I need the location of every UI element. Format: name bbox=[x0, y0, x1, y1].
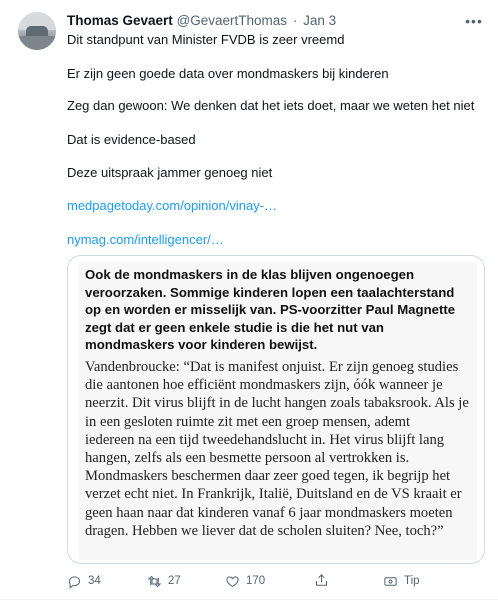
retweet-count: 27 bbox=[168, 575, 181, 587]
retweet-button[interactable] bbox=[147, 572, 181, 590]
retweet-icon bbox=[147, 574, 162, 589]
article-body-line: dragen. Hebben we liever dat de scholen sluiten? Nee, toch?” bbox=[85, 522, 444, 539]
article-body-line: in een gesloten ruimte zit met een groep mensen, ademt bbox=[85, 413, 411, 430]
like-button[interactable] bbox=[225, 572, 265, 590]
tweet-text-line: Deze uitspraak jammer genoeg niet bbox=[67, 165, 273, 180]
article-body-line: hangen, zelfs als een besmette persoon al vertrokken is. bbox=[85, 449, 410, 466]
action-bar bbox=[67, 572, 487, 590]
article-body-line: Vandenbroucke: “Dat is manifest onjuist. Er zijn genoeg studies bbox=[85, 359, 459, 375]
avatar-tree bbox=[26, 26, 48, 36]
avatar-ground bbox=[18, 36, 56, 50]
article-body-line: verzet echt niet. In Frankrijk, Italië, Duitsland en de VS kraait er bbox=[85, 486, 462, 503]
article-lead-line: mondmaskers voor kinderen bewijst. bbox=[85, 337, 318, 353]
article-lead-line: zegt dat er geen enkele studie is die het nut van bbox=[85, 319, 384, 335]
tweet-text-line: Zeg dan gewoon: We denken dat het iets doet, maar we weten het niet bbox=[67, 98, 475, 113]
tip-button[interactable] bbox=[383, 572, 420, 590]
tweet-link[interactable]: nymag.com/intelligencer/… bbox=[67, 232, 224, 247]
article-body-line: neerzit. Dit virus blijft in de lucht hangen zoals tabaksrook. Als je bbox=[85, 395, 469, 412]
share-icon bbox=[314, 573, 329, 588]
tip-icon bbox=[383, 574, 398, 589]
heart-icon bbox=[225, 574, 240, 589]
article-lead-line: op en worden er misselijk van. PS-voorzitter Paul Magnette bbox=[85, 302, 456, 318]
article-body-line: iedereen na een tijd tweedehandslucht in. Het virus blijft lang bbox=[85, 431, 445, 448]
tweet-text-line: Dit standpunt van Minister FVDB is zeer vreemd bbox=[67, 32, 345, 47]
article-lead-line: veroorzaken. Sommige kinderen lopen een taalachterstand bbox=[85, 284, 455, 300]
article-body-line: die aantonen hoe efficiënt mondmaskers zijn, óók wanneer je bbox=[85, 377, 443, 394]
tip-label: Tip bbox=[404, 575, 420, 587]
reply-icon bbox=[67, 574, 82, 589]
avatar[interactable] bbox=[18, 12, 56, 50]
separator: · bbox=[292, 13, 298, 28]
quoted-image[interactable] bbox=[67, 255, 485, 564]
tweet-header bbox=[67, 12, 336, 30]
article-body bbox=[85, 358, 477, 540]
tweet-text-line: Er zijn geen goede data over mondmaskers bij kinderen bbox=[67, 66, 389, 81]
article-lead-line: Ook de mondmaskers in de klas blijven ongenoegen bbox=[85, 267, 415, 282]
article-lead bbox=[85, 266, 475, 354]
article-body-line: Mondmaskers beschermen daar zeer goed tegen, ik begrijp het bbox=[85, 468, 451, 485]
tweet-date[interactable]: Jan 3 bbox=[303, 13, 337, 28]
more-icon[interactable]: ••• bbox=[465, 13, 483, 29]
author-handle[interactable]: @GevaertThomas bbox=[176, 13, 288, 28]
share-button[interactable] bbox=[314, 572, 329, 590]
article-excerpt bbox=[79, 262, 477, 560]
like-count: 170 bbox=[246, 575, 266, 587]
author-name[interactable]: Thomas Gevaert bbox=[67, 13, 173, 28]
reply-count: 34 bbox=[88, 575, 101, 587]
tweet-text-line: Dat is evidence-based bbox=[67, 132, 196, 147]
tweet-link[interactable]: medpagetoday.com/opinion/vinay-… bbox=[67, 198, 278, 213]
article-body-line: geen haan naar dat kinderen vanaf 6 jaar mondmaskers moeten bbox=[85, 504, 453, 521]
reply-button[interactable] bbox=[67, 572, 101, 590]
